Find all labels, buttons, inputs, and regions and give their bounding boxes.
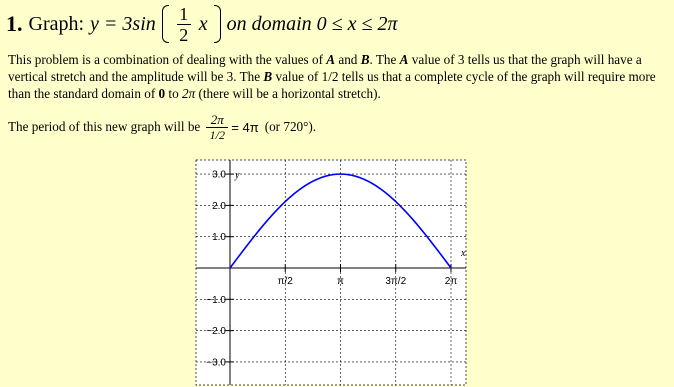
para-text-2: . The	[369, 52, 397, 67]
para-and: and	[338, 52, 358, 67]
para-to: to	[168, 86, 179, 101]
period-denominator: 1/2	[209, 127, 225, 142]
x-tick-label: π	[337, 276, 344, 287]
fraction-numerator: 1	[179, 3, 189, 24]
para-A-2: A	[399, 52, 409, 67]
y-tick-label: −2.0	[206, 326, 226, 338]
para-text-1: This problem is a combination of dealing with the values of	[8, 52, 323, 67]
x-axis-label: x	[461, 248, 466, 259]
y-tick-label: 3.0	[212, 169, 226, 181]
para-two-pi: 2π	[181, 86, 196, 101]
period-numerator: 2π	[210, 111, 224, 127]
period-note: (or 720°).	[264, 119, 317, 134]
para-B-2: B	[263, 69, 273, 84]
para-text-5: (there will be a horizontal stretch).	[198, 86, 381, 101]
equation-left: y = 3sin	[90, 12, 156, 35]
y-tick-label: 2.0	[212, 200, 226, 212]
graph-background	[196, 160, 466, 385]
domain-text: on domain 0 ≤ x ≤ 2π	[226, 12, 398, 35]
equation-variable: x	[198, 12, 208, 35]
y-axis-label: y	[235, 170, 240, 182]
para-zero: 0	[158, 86, 166, 101]
para-A: A	[326, 52, 336, 67]
y-tick-label: −1.0	[206, 294, 226, 306]
x-tick-label: 3π/2	[385, 276, 407, 287]
period-equals: = 4π	[231, 119, 259, 135]
para-B: B	[360, 52, 370, 67]
para-text-3: value of 3 tells us that the graph will have a vertical stretch and the amplitude will be 3. The	[8, 52, 642, 84]
problem-number: 1.	[6, 11, 23, 36]
x-tick-label: π/2	[277, 276, 293, 287]
para-text-4: value of 1/2 tells us that a complete cycle of the graph will require more than the standard domain of	[8, 69, 656, 101]
fraction-denominator: 2	[179, 24, 189, 45]
x-tick-label: 2π	[444, 276, 458, 287]
period-label: The period of this new graph will be	[8, 119, 201, 134]
y-tick-label: 1.0	[212, 232, 226, 244]
heading-word: Graph:	[28, 12, 85, 35]
y-tick-label: −3.0	[206, 357, 226, 369]
